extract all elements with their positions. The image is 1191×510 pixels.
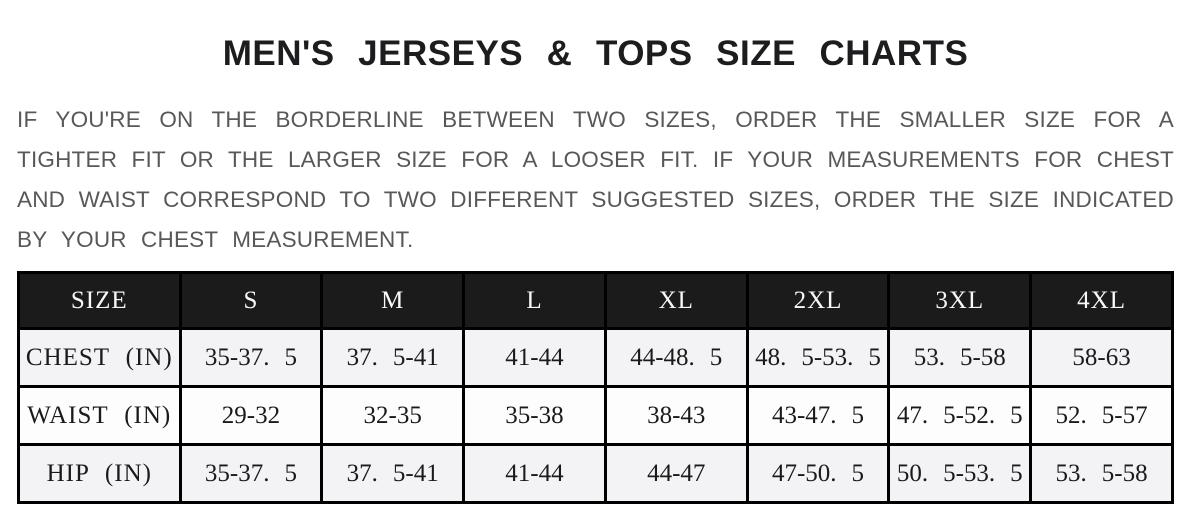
row-label-chest: CHEST (IN) [19,329,181,387]
table-row-hip [19,445,1173,503]
row-label-hip: HIP (IN) [19,445,181,503]
column-header-4xl: 4XL [1031,273,1173,329]
chest-l: 41-44 [464,329,606,387]
page-title: MEN'S JERSEYS & TOPS SIZE CHARTS [222,34,969,73]
hip-l: 41-44 [464,445,606,503]
hip-s: 35-37. 5 [180,445,322,503]
hip-2xl: 47-50. 5 [747,445,889,503]
hip-m: 37. 5-41 [322,445,464,503]
column-header-size: SIZE [19,273,181,329]
waist-l: 35-38 [464,387,606,445]
table-row-chest [19,329,1173,387]
size-chart-header-row [19,273,1173,329]
size-chart-table [17,271,1174,504]
intro-line-1: IF YOU'RE ON THE BORDERLINE BETWEEN TWO SIZES, ORDER THE SMALLER SIZE FOR A [17,107,1174,132]
intro-line-2: TIGHTER FIT OR THE LARGER SIZE FOR A LOOSER FIT. IF YOUR MEASUREMENTS FOR CHEST [17,147,1174,172]
column-header-s: S [180,273,322,329]
waist-4xl: 52. 5-57 [1031,387,1173,445]
waist-xl: 38-43 [605,387,747,445]
row-label-waist: WAIST (IN) [19,387,181,445]
waist-s: 29-32 [180,387,322,445]
waist-2xl: 43-47. 5 [747,387,889,445]
waist-3xl: 47. 5-52. 5 [889,387,1031,445]
waist-m: 32-35 [322,387,464,445]
chest-xl: 44-48. 5 [605,329,747,387]
table-row-waist [19,387,1173,445]
chest-2xl: 48. 5-53. 5 [747,329,889,387]
column-header-xl: XL [605,273,747,329]
column-header-m: M [322,273,464,329]
chest-s: 35-37. 5 [180,329,322,387]
intro-paragraph [17,100,1174,260]
hip-xl: 44-47 [605,445,747,503]
chest-3xl: 53. 5-58 [889,329,1031,387]
chest-m: 37. 5-41 [322,329,464,387]
hip-4xl: 53. 5-58 [1031,445,1173,503]
column-header-l: L [464,273,606,329]
hip-3xl: 50. 5-53. 5 [889,445,1031,503]
chest-4xl: 58-63 [1031,329,1173,387]
column-header-3xl: 3XL [889,273,1031,329]
intro-line-3: AND WAIST CORRESPOND TO TWO DIFFERENT SUGGESTED SIZES, ORDER THE SIZE INDICATED [17,187,1174,212]
column-header-2xl: 2XL [747,273,889,329]
intro-line-4: BY YOUR CHEST MEASUREMENT. [17,227,414,252]
